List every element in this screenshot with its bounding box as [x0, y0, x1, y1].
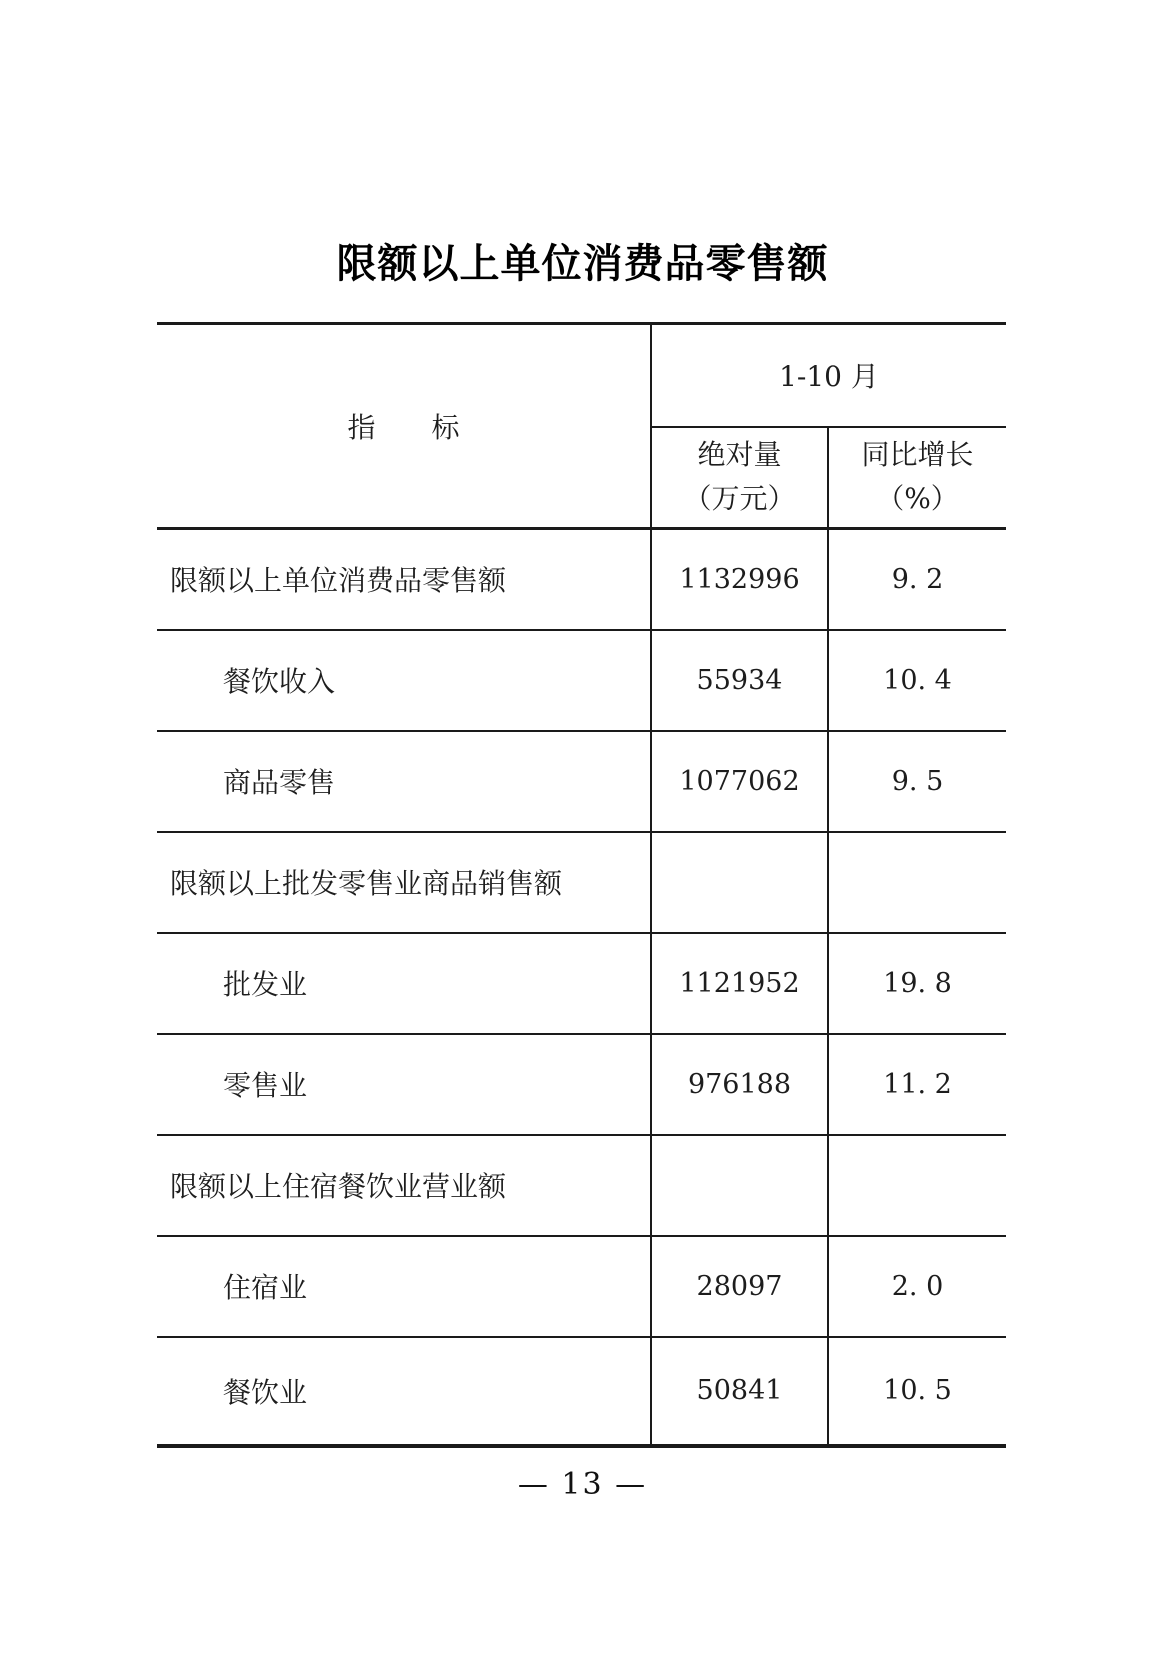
- table-row: [157, 529, 1006, 630]
- growth-cell: 19. 8: [828, 933, 1006, 1034]
- absolute-value-cell: 1132996: [651, 529, 828, 630]
- table-row: [157, 630, 1006, 731]
- header-absolute-value: [651, 427, 828, 529]
- table-row: [157, 832, 1006, 933]
- indicator-cell: 限额以上批发零售业商品销售额: [157, 832, 651, 933]
- absolute-value-cell: 976188: [651, 1034, 828, 1135]
- indicator-cell: 商品零售: [157, 731, 651, 832]
- indicator-cell: 批发业: [157, 933, 651, 1034]
- absolute-value-cell: 55934: [651, 630, 828, 731]
- indicator-cell: 餐饮收入: [157, 630, 651, 731]
- growth-cell: 11. 2: [828, 1034, 1006, 1135]
- absolute-value-cell: 50841: [651, 1337, 828, 1446]
- header-indicator: 指 标: [157, 324, 651, 529]
- table-row: [157, 1337, 1006, 1446]
- growth-cell: [828, 1135, 1006, 1236]
- growth-cell: 10. 4: [828, 630, 1006, 731]
- growth-cell: 9. 2: [828, 529, 1006, 630]
- indicator-cell: 住宿业: [157, 1236, 651, 1337]
- indicator-cell: 餐饮业: [223, 1375, 308, 1409]
- indicator-cell: 限额以上住宿餐饮业营业额: [157, 1135, 651, 1236]
- table-row: [157, 1135, 1006, 1236]
- header-absolute-value-line2: （万元）: [683, 482, 796, 516]
- absolute-value-cell: [651, 832, 828, 933]
- absolute-value-cell: 1077062: [651, 731, 828, 832]
- table-row: [157, 1236, 1006, 1337]
- header-absolute-value-line1: 绝对量: [697, 438, 782, 472]
- table-row: [157, 933, 1006, 1034]
- growth-cell: 2. 0: [828, 1236, 1006, 1337]
- header-yoy-growth-line2: （%）: [876, 482, 959, 516]
- header-yoy-growth: [828, 427, 1006, 529]
- growth-cell: 9. 5: [828, 731, 1006, 832]
- absolute-value-cell: 1121952: [651, 933, 828, 1034]
- absolute-value-cell: [651, 1135, 828, 1236]
- absolute-value-cell: 28097: [651, 1236, 828, 1337]
- header-period: 1-10 月: [651, 324, 1006, 427]
- indicator-cell: 零售业: [157, 1034, 651, 1135]
- page-title: 限额以上单位消费品零售额: [336, 241, 829, 287]
- header-row-period: [157, 324, 1006, 427]
- header-yoy-growth-line1: 同比增长: [861, 438, 974, 472]
- table-row: [157, 1034, 1006, 1135]
- retail-sales-table: [157, 322, 1006, 1448]
- indicator-cell: 限额以上单位消费品零售额: [157, 529, 651, 630]
- page-number: — 13 —: [517, 1467, 648, 1502]
- growth-cell: [828, 832, 1006, 933]
- growth-cell: 10. 5: [828, 1337, 1006, 1446]
- table-row: [157, 731, 1006, 832]
